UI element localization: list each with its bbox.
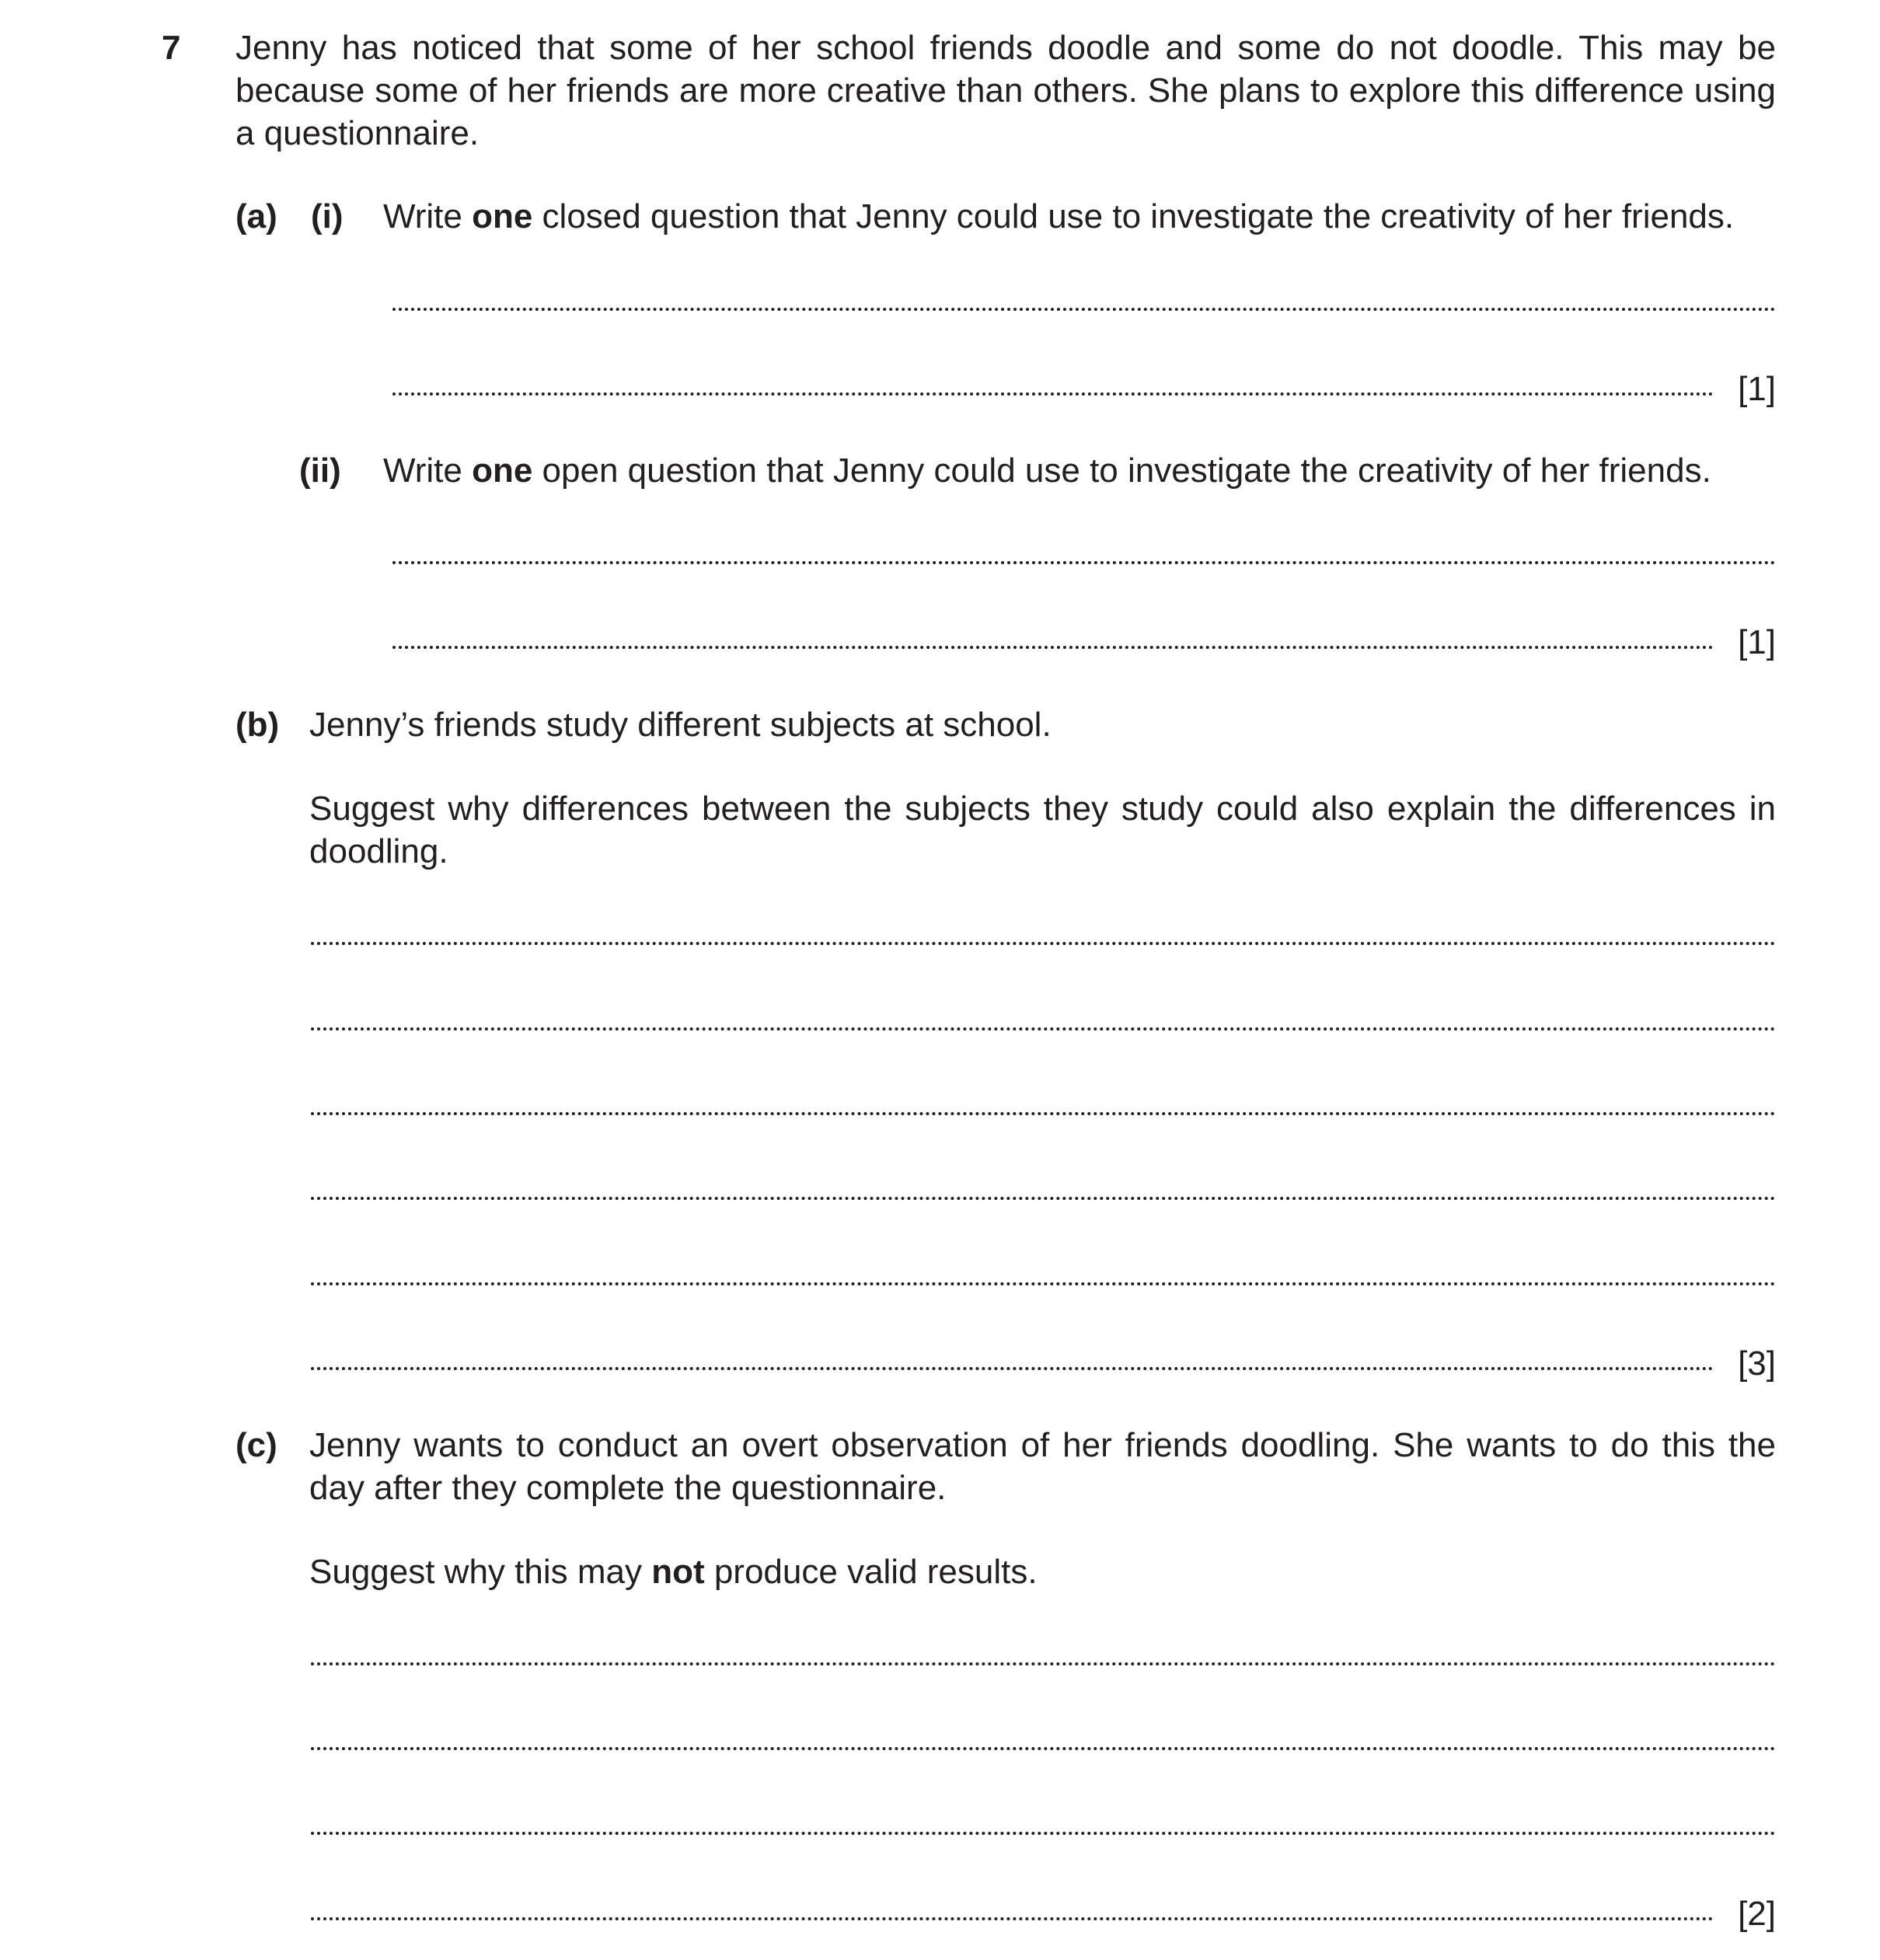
part-a-i-question: Write one closed question that Jenny could use to investigate the creativity of her friends. [383,197,1735,235]
answer-line-b-5[interactable] [311,1282,1776,1285]
answer-line-a-i-1[interactable] [392,308,1776,311]
answer-line-c-1[interactable] [311,1662,1776,1665]
marks-a-ii: [1] [1738,623,1776,661]
marks-c: [2] [1738,1895,1776,1933]
answer-line-b-2[interactable] [311,1027,1776,1031]
question-number: 7 [162,29,181,67]
answer-line-c-2[interactable] [311,1747,1776,1750]
answer-line-b-6[interactable] [311,1367,1714,1370]
answer-line-b-4[interactable] [311,1197,1776,1200]
answer-line-c-3[interactable] [311,1832,1776,1835]
marks-b: [3] [1738,1344,1776,1383]
answer-line-c-4[interactable] [311,1917,1714,1920]
part-c-prompt: Suggest why this may not produce valid results. [309,1553,1038,1591]
answer-line-a-ii-2[interactable] [392,646,1714,649]
answer-line-a-i-2[interactable] [392,392,1714,396]
part-c-context: Jenny wants to conduct an overt observation of her friends doodling. She wants to do this the day after they complete the questionnaire. [309,1426,1776,1507]
question-intro: Jenny has noticed that some of her school friends doodle and some do not doodle. This may be because some of her friends are more creative than others. She plans to explore this difference using a questionnaire. [235,29,1776,152]
part-b-label: (b) [235,706,280,744]
answer-line-a-ii-1[interactable] [392,561,1776,564]
part-a-label: (a) [235,197,277,235]
part-a-ii-question: Write one open question that Jenny could use to investigate the creativity of her friends. [383,452,1711,490]
part-a-ii-label: (ii) [299,452,341,490]
part-b-context: Jenny’s friends study different subjects at school. [309,706,1052,744]
marks-a-i: [1] [1738,370,1776,408]
part-a-i-label: (i) [311,197,344,235]
part-c-label: (c) [235,1426,277,1464]
answer-line-b-1[interactable] [311,942,1776,945]
answer-line-b-3[interactable] [311,1112,1776,1115]
part-b-prompt: Suggest why differences between the subjects they study could also explain the differences in doodling. [309,790,1776,870]
